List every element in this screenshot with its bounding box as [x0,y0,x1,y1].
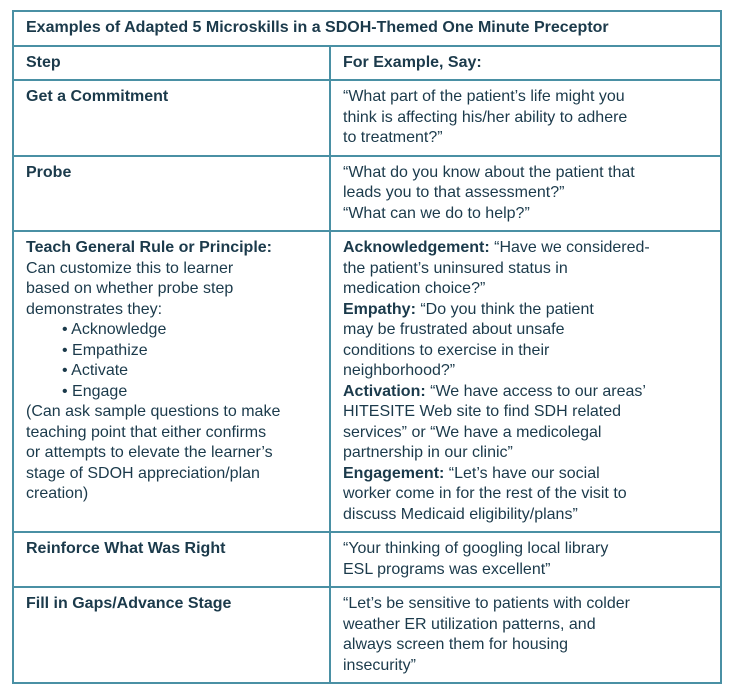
example-cell [330,532,721,587]
header-row [13,46,721,81]
step-text-line: teaching point that either confirms [26,423,267,441]
step-cell: Get a Commitment [13,80,330,156]
example-cell [330,587,721,683]
example-line: discuss Medicaid eligibility/plans” [343,505,578,523]
example-line: to treatment?” [343,129,443,146]
step-text-line: creation) [26,485,89,502]
example-line [343,300,712,321]
example-line: services” or “We have a medicolegal [343,423,602,441]
table-title-row [13,11,721,46]
example-cell [330,156,721,232]
step-text-line: stage of SDOH appreciation/plan [26,464,260,482]
table-row [13,587,721,683]
example-cell [330,80,721,156]
example-line: “What do you know about the patient that [343,163,635,181]
step-cell: Fill in Gaps/Advance Stage [13,587,330,683]
example-text: “We have access to our areas’ [425,382,646,400]
table-row [13,156,721,232]
microskills-table [12,10,722,684]
example-label: Activation: [343,382,426,400]
table-row [13,80,721,156]
step-text-line: or attempts to elevate the learner’s [26,444,273,461]
example-text: “Do you think the patient [415,300,594,318]
example-line: ESL programs was excellent” [343,560,551,578]
header-step: Step [13,46,330,81]
step-text-line: (Can ask sample questions to make [26,403,281,420]
example-text: “Let’s have our social [444,464,600,482]
table-row [13,532,721,587]
example-text: “Have we considered- [489,239,650,256]
example-line: may be frustrated about unsafe [343,321,565,338]
example-line: the patient’s uninsured status in [343,259,568,277]
example-label: Acknowledgement: [343,239,490,256]
bullet-item: • Acknowledge [62,321,167,338]
step-text-line: Can customize this to learner [26,259,234,277]
example-line: leads you to that assessment?” [343,184,565,201]
example-line: always screen them for housing [343,636,568,653]
example-line: weather ER utilization patterns, and [343,615,596,633]
step-text-line: demonstrates they: [26,300,163,318]
example-cell [330,231,721,532]
step-title: Teach General Rule or Principle: [26,239,272,256]
example-line: “Your thinking of googling local library [343,540,609,557]
header-example: For Example, Say: [330,46,721,81]
example-line: worker come in for the rest of the visit to [343,485,627,502]
example-line [343,464,712,485]
example-line: partnership in our clinic” [343,444,513,461]
example-line [343,382,712,403]
table-row [13,231,721,532]
example-line: “What can we do to help?” [343,204,530,222]
bullet-item: • Activate [62,362,129,379]
step-cell: Reinforce What Was Right [13,532,330,587]
example-line: medication choice?” [343,280,486,297]
example-line: conditions to exercise in their [343,341,550,359]
example-line [343,238,712,259]
step-text-line: based on whether probe step [26,280,234,297]
example-line: HITESITE Web site to find SDH related [343,403,622,420]
bullet-item: • Engage [62,382,128,400]
example-line: neighborhood?” [343,362,456,379]
example-line: think is affecting his/her ability to adhere [343,108,628,126]
example-line: “Let’s be sensitive to patients with colder [343,595,630,612]
table-title: Examples of Adapted 5 Microskills in a SDOH-Themed One Minute Preceptor [13,11,721,46]
example-line: insecurity” [343,656,416,674]
example-label: Engagement: [343,464,445,482]
example-label: Empathy: [343,300,416,318]
step-cell [13,231,330,532]
example-line: “What part of the patient’s life might you [343,88,625,105]
bullet-item: • Empathize [62,341,148,359]
step-cell: Probe [13,156,330,232]
